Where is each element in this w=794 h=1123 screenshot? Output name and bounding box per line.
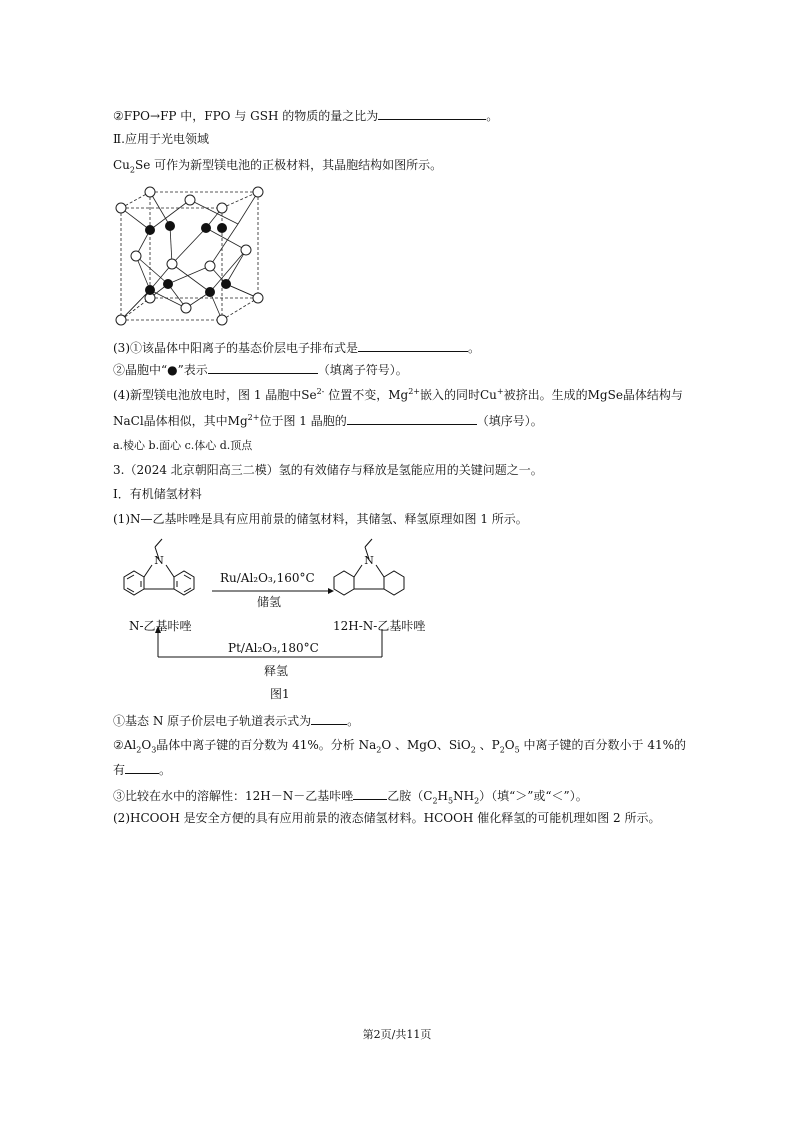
label-store: 储氢 [257,595,282,609]
text: 、P [475,738,500,752]
paragraph-1: (1)N—乙基咔唑是具有应用前景的储氢材料，其储氢、释氢原理如图 1 所示。 [113,512,528,526]
subscript: 2 [470,745,476,755]
crystal-cell-figure [110,186,270,328]
text: (3)①该晶体中阳离子的基态价层电子排布式是 [113,341,358,355]
text: ②FPO [113,109,150,123]
subscript: 5 [448,796,454,806]
text: O [504,738,515,752]
subscript: 2 [376,745,382,755]
text: NaCl晶体相似，其中Mg [113,414,248,428]
label-release: 释氢 [264,664,289,678]
part-1-heading: Ⅰ．有机储氢材料 [113,487,202,501]
subscript: 5 [514,745,520,755]
sub-question-2-line2 [113,761,171,778]
page-footer: 第2页/共11页 [362,1028,432,1041]
subscript: 3 [151,745,157,755]
text: FP 中，FPO 与 GSH 的物质的量之比为 [160,109,379,123]
question-3-1 [113,339,480,356]
answer-blank[interactable] [347,412,477,425]
text: ）（填“＞”或“＜”）。 [479,789,588,803]
text: 。 [159,763,172,777]
text: 。 [468,341,481,355]
superscript: + [496,387,504,396]
question-4-line2 [113,412,543,429]
left-molecule-name: N-乙基咔唑 [129,619,192,633]
text: ②晶胞中“●”表示 [113,363,208,377]
arrow: → [150,109,161,123]
text: H [437,789,448,803]
cu2se-intro [113,157,442,173]
answer-blank[interactable] [358,339,468,352]
question-4-options: a.棱心 b.面心 c.体心 d.顶点 [113,439,253,452]
text: ②Al [113,738,137,752]
subscript: 2 [432,796,438,806]
text: 位于图 1 晶胞的 [259,414,347,428]
question-2-line [113,107,498,124]
text: 中离子键的百分数小于 41%的 [519,738,687,752]
text: 乙胺（C [387,789,433,803]
answer-blank[interactable] [378,107,486,120]
sub-question-3 [113,787,588,804]
nitrogen-label-left: N [154,554,164,567]
subscript: 2 [136,745,142,755]
text: O [141,738,152,752]
question-3-2 [113,361,408,378]
text: Cu [113,158,130,172]
sub-question-2 [113,737,686,753]
text: （填离子符号）。 [317,363,408,377]
text: ③比较在水中的溶解性：12H－N－乙基咔唑 [113,789,354,803]
superscript: 2+ [408,387,420,396]
answer-blank[interactable] [208,361,318,374]
text: O 、MgO、SiO [381,738,471,752]
subscript: 2 [474,796,480,806]
text: 。 [486,109,499,123]
text: NH [453,789,475,803]
nitrogen-label-right: N [364,554,374,567]
question-4-line1 [113,387,683,403]
subscript: 2 [499,745,505,755]
condition-store: Ru/Al₂O₃,160°C [220,571,315,585]
text: 。 [347,714,360,728]
question-3-heading: 3.（2024 北京朝阳高三二模）氢的有效储存与释放是氢能应用的关键问题之一。 [113,463,543,477]
paragraph-2: (2)HCOOH 是安全方便的具有应用前景的液态储氢材料。HCOOH 催化释氢的可能机理如图 2 所示。 [113,811,661,825]
superscript: 2- [316,387,325,396]
text: 嵌入的同时Cu [420,388,497,402]
answer-blank[interactable] [125,761,159,774]
answer-blank[interactable] [353,787,387,800]
sub-question-1 [113,712,359,729]
right-molecule-name: 12H-N-乙基咔唑 [333,619,426,633]
text: 位置不变，Mg [328,388,409,402]
text: Se 可作为新型镁电池的正极材料，其晶胞结构如图所示。 [135,158,443,172]
text: ①基态 N 原子价层电子轨道表示式为 [113,714,312,728]
section-heading: Ⅱ.应用于光电领域 [113,132,209,146]
text: 被挤出。生成的MgSe晶体结构与 [503,388,683,402]
superscript: 2+ [247,413,260,422]
answer-blank[interactable] [311,712,347,725]
text: 晶体中离子键的百分数为 41%。分析 Na [156,738,377,752]
text: 有 [113,763,126,777]
subscript: 2 [129,165,136,175]
condition-release: Pt/Al₂O₃,180°C [228,641,319,655]
figure-caption: 图1 [270,687,290,701]
text: (4)新型镁电池放电时，图 1 晶胞中Se [113,388,317,402]
text: （填序号）。 [476,414,543,428]
